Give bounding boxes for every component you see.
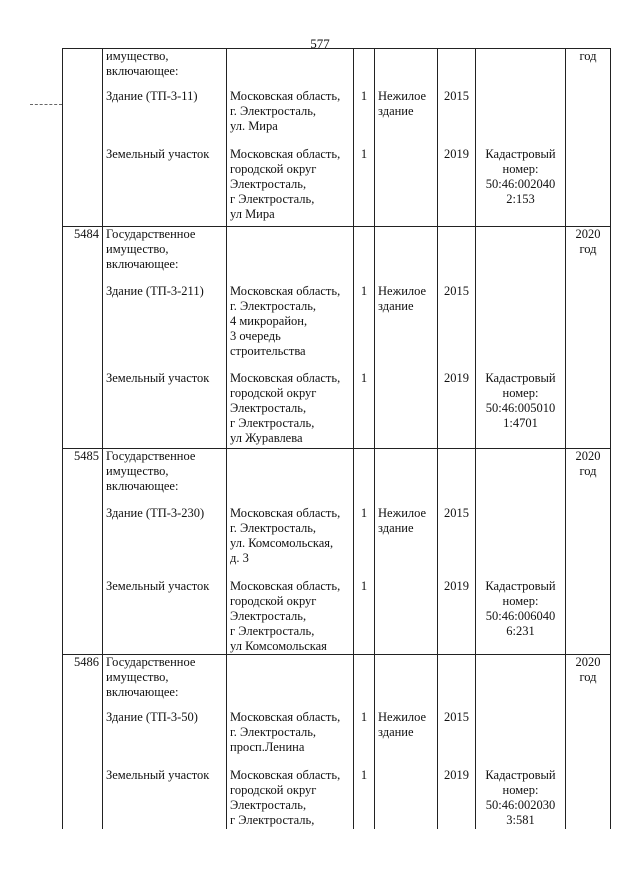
- object-year: [438, 227, 476, 284]
- object-year: 2015: [438, 506, 476, 579]
- object-quantity: [354, 227, 375, 284]
- object-quantity: 1: [354, 579, 375, 655]
- object-quantity: 1: [354, 89, 375, 147]
- cadastral-note: [476, 49, 566, 89]
- object-address: Московская область, г. Электросталь, просп.Ленина: [227, 710, 354, 768]
- margin-mark: [30, 104, 62, 105]
- table-row: [63, 147, 611, 227]
- cadastral-note: [476, 284, 566, 371]
- object-quantity: 1: [354, 147, 375, 227]
- object-name: Земельный участок: [103, 768, 227, 829]
- object-name: Здание (ТП-3-211): [103, 284, 227, 371]
- object-name: Здание (ТП-3-230): [103, 506, 227, 579]
- object-quantity: 1: [354, 506, 375, 579]
- cadastral-note: [476, 449, 566, 506]
- row-number: [63, 710, 103, 768]
- cadastral-note: Кадастровый номер: 50:46:002030 3:581: [476, 768, 566, 829]
- page-number: 577: [310, 36, 330, 51]
- table-row: [63, 284, 611, 371]
- transfer-term: 2020 год: [566, 227, 611, 284]
- table-row: [63, 579, 611, 655]
- row-number: [63, 49, 103, 89]
- object-year: [438, 654, 476, 710]
- row-number: [63, 284, 103, 371]
- object-name: имущество, включающее:: [103, 49, 227, 89]
- cadastral-note: [476, 89, 566, 147]
- transfer-term: 2020 год: [566, 449, 611, 506]
- cadastral-note: Кадастровый номер: 50:46:005010 1:4701: [476, 371, 566, 449]
- object-address: [227, 49, 354, 89]
- cadastral-note: [476, 227, 566, 284]
- object-kind: Нежилое здание: [375, 506, 438, 579]
- table-row: [63, 449, 611, 506]
- object-name: Земельный участок: [103, 579, 227, 655]
- object-year: 2019: [438, 768, 476, 829]
- object-address: Московская область, г. Электросталь, ул. Комсомольская, д. 3: [227, 506, 354, 579]
- object-kind: [375, 768, 438, 829]
- table-row: [63, 371, 611, 449]
- object-year: 2019: [438, 147, 476, 227]
- cadastral-note: Кадастровый номер: 50:46:002040 2:153: [476, 147, 566, 227]
- object-name: Государственное имущество, включающее:: [103, 449, 227, 506]
- object-address: [227, 227, 354, 284]
- object-kind: [375, 371, 438, 449]
- transfer-term: [566, 89, 611, 147]
- object-kind: [375, 654, 438, 710]
- object-year: 2015: [438, 284, 476, 371]
- transfer-term: [566, 284, 611, 371]
- row-number: [63, 89, 103, 147]
- object-quantity: 1: [354, 284, 375, 371]
- object-address: Московская область, городской округ Электросталь, г Электросталь, ул Журавлева: [227, 371, 354, 449]
- row-number: 5484: [63, 227, 103, 284]
- object-year: 2015: [438, 89, 476, 147]
- object-address: Московская область, городской округ Электросталь, г Электросталь, ул Комсомольская: [227, 579, 354, 655]
- transfer-term: [566, 371, 611, 449]
- object-address: Московская область, г. Электросталь, ул. Мира: [227, 89, 354, 147]
- table-row: [63, 227, 611, 284]
- transfer-term: 2020 год: [566, 654, 611, 710]
- object-name: Земельный участок: [103, 371, 227, 449]
- object-address: Московская область, городской округ Электросталь, г Электросталь, ул Мира: [227, 147, 354, 227]
- object-kind: Нежилое здание: [375, 89, 438, 147]
- object-year: 2019: [438, 579, 476, 655]
- row-number: [63, 768, 103, 829]
- object-year: 2019: [438, 371, 476, 449]
- row-number: 5485: [63, 449, 103, 506]
- transfer-term: год: [566, 49, 611, 89]
- table-row: [63, 506, 611, 579]
- object-kind: [375, 147, 438, 227]
- object-year: 2015: [438, 710, 476, 768]
- table-row: [63, 654, 611, 710]
- object-kind: Нежилое здание: [375, 710, 438, 768]
- object-year: [438, 49, 476, 89]
- object-quantity: [354, 449, 375, 506]
- transfer-term: [566, 506, 611, 579]
- cadastral-note: [476, 654, 566, 710]
- object-quantity: [354, 49, 375, 89]
- transfer-term: [566, 147, 611, 227]
- object-address: [227, 449, 354, 506]
- table-row: [63, 710, 611, 768]
- object-address: Московская область, городской округ Электросталь, г Электросталь,: [227, 768, 354, 829]
- cadastral-note: [476, 506, 566, 579]
- object-address: [227, 654, 354, 710]
- object-name: Государственное имущество, включающее:: [103, 227, 227, 284]
- object-kind: Нежилое здание: [375, 284, 438, 371]
- table-row: [63, 89, 611, 147]
- object-year: [438, 449, 476, 506]
- table-row: [63, 49, 611, 89]
- registry-body: [63, 49, 611, 830]
- transfer-term: [566, 579, 611, 655]
- property-registry-table: [62, 48, 611, 829]
- object-kind: [375, 49, 438, 89]
- object-quantity: 1: [354, 371, 375, 449]
- object-quantity: 1: [354, 768, 375, 829]
- row-number: [63, 579, 103, 655]
- table-row: [63, 768, 611, 829]
- transfer-term: [566, 768, 611, 829]
- object-kind: [375, 579, 438, 655]
- row-number: [63, 371, 103, 449]
- object-kind: [375, 449, 438, 506]
- object-address: Московская область, г. Электросталь, 4 микрорайон, 3 очередь строительства: [227, 284, 354, 371]
- row-number: [63, 506, 103, 579]
- object-kind: [375, 227, 438, 284]
- cadastral-note: Кадастровый номер: 50:46:006040 6:231: [476, 579, 566, 655]
- row-number: 5486: [63, 654, 103, 710]
- object-name: Здание (ТП-3-11): [103, 89, 227, 147]
- object-quantity: 1: [354, 710, 375, 768]
- object-quantity: [354, 654, 375, 710]
- object-name: Земельный участок: [103, 147, 227, 227]
- object-name: Здание (ТП-3-50): [103, 710, 227, 768]
- row-number: [63, 147, 103, 227]
- object-name: Государственное имущество, включающее:: [103, 654, 227, 710]
- cadastral-note: [476, 710, 566, 768]
- transfer-term: [566, 710, 611, 768]
